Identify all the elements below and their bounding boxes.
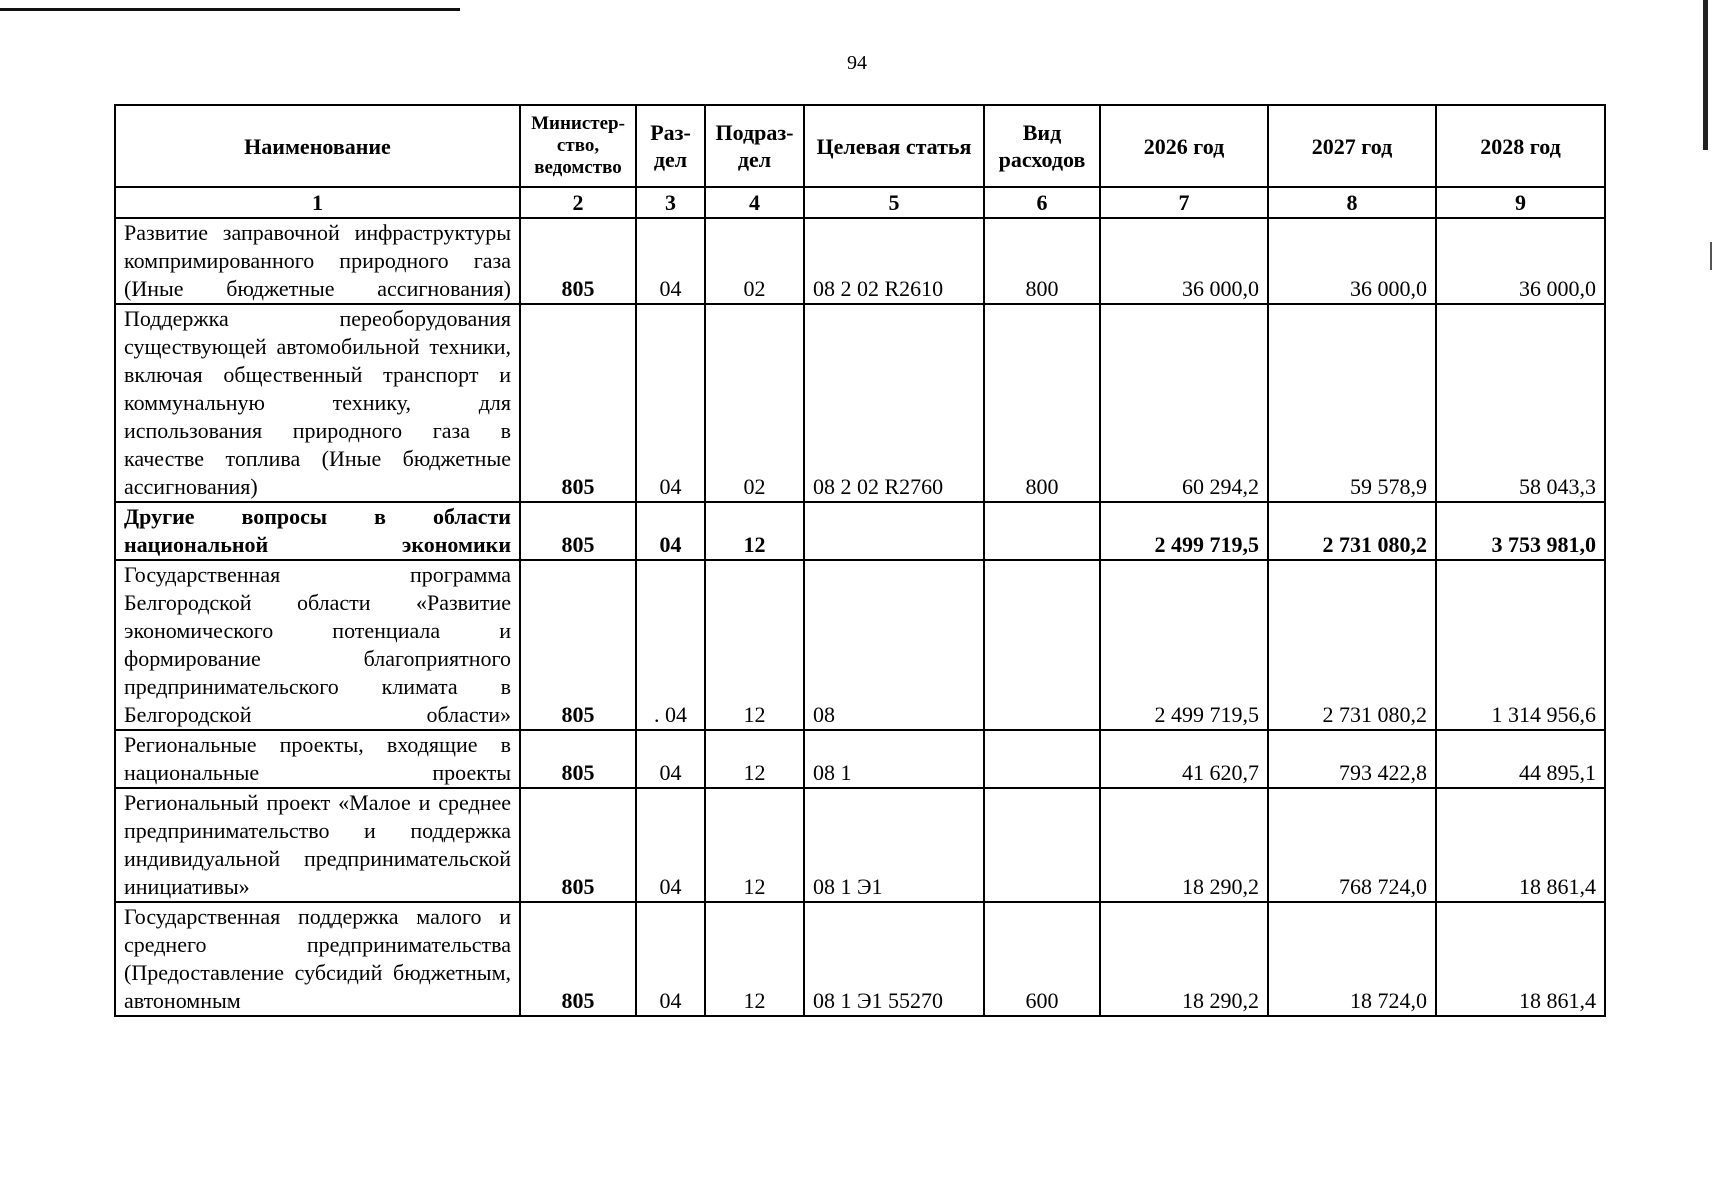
column-number: 1 (115, 187, 520, 218)
row-value-2026: 2 499 719,5 (1100, 560, 1268, 730)
column-number: 2 (520, 187, 636, 218)
header-target-article: Целевая статья (804, 105, 984, 187)
table-row (115, 902, 1605, 1016)
row-value-2028: 1 314 956,6 (1436, 560, 1605, 730)
row-expense-type: 800 (984, 304, 1100, 502)
row-target-article: 08 2 02 R2760 (804, 304, 984, 502)
row-section: . 04 (636, 560, 705, 730)
row-value-2028: 18 861,4 (1436, 902, 1605, 1016)
row-subsection: 12 (705, 788, 804, 902)
row-section: 04 (636, 788, 705, 902)
table-row (115, 560, 1605, 730)
column-number: 3 (636, 187, 705, 218)
header-expense-type: Вид расходов (984, 105, 1100, 187)
row-section: 04 (636, 730, 705, 788)
row-target-article: 08 (804, 560, 984, 730)
row-name: Региональный проект «Малое и среднее предпринимательство и поддержка индивидуальной предпринимательской инициативы» (115, 788, 520, 902)
row-target-article: 08 2 02 R2610 (804, 218, 984, 304)
row-expense-type (984, 560, 1100, 730)
row-section: 04 (636, 218, 705, 304)
row-value-2027: 59 578,9 (1268, 304, 1436, 502)
row-value-2027: 2 731 080,2 (1268, 502, 1436, 560)
scan-artifact-right-tick (1710, 242, 1712, 270)
row-value-2028: 58 043,3 (1436, 304, 1605, 502)
row-ministry: 805 (520, 502, 636, 560)
table-row (115, 788, 1605, 902)
row-value-2026: 41 620,7 (1100, 730, 1268, 788)
row-name: Государственная поддержка малого и среднего предпринимательства (Предоставление субсидий бюджетным, автономным (115, 902, 520, 1016)
table-row (115, 304, 1605, 502)
row-value-2027: 793 422,8 (1268, 730, 1436, 788)
row-value-2026: 36 000,0 (1100, 218, 1268, 304)
page-number: 94 (847, 52, 867, 74)
header-name: Наименование (115, 105, 520, 187)
row-value-2028: 36 000,0 (1436, 218, 1605, 304)
row-expense-type (984, 730, 1100, 788)
row-value-2027: 2 731 080,2 (1268, 560, 1436, 730)
header-section: Раз-дел (636, 105, 705, 187)
row-section: 04 (636, 304, 705, 502)
column-number: 4 (705, 187, 804, 218)
row-value-2028: 3 753 981,0 (1436, 502, 1605, 560)
row-target-article (804, 502, 984, 560)
table-row (115, 218, 1605, 304)
row-ministry: 805 (520, 902, 636, 1016)
row-value-2028: 18 861,4 (1436, 788, 1605, 902)
row-subsection: 12 (705, 502, 804, 560)
row-value-2026: 2 499 719,5 (1100, 502, 1268, 560)
row-section: 04 (636, 902, 705, 1016)
row-ministry: 805 (520, 788, 636, 902)
column-number: 6 (984, 187, 1100, 218)
row-value-2026: 60 294,2 (1100, 304, 1268, 502)
row-target-article: 08 1 (804, 730, 984, 788)
table-row (115, 730, 1605, 788)
table-row-subtotal (115, 502, 1605, 560)
row-subsection: 12 (705, 560, 804, 730)
row-name: Развитие заправочной инфраструктуры компримированного природного газа (Иные бюджетные ассигнования) (115, 218, 520, 304)
column-number: 5 (804, 187, 984, 218)
row-target-article: 08 1 Э1 55270 (804, 902, 984, 1016)
column-number: 7 (1100, 187, 1268, 218)
row-value-2027: 18 724,0 (1268, 902, 1436, 1016)
row-subsection: 12 (705, 902, 804, 1016)
row-target-article: 08 1 Э1 (804, 788, 984, 902)
scan-artifact-right-edge (1703, 0, 1708, 150)
row-value-2027: 36 000,0 (1268, 218, 1436, 304)
row-subsection: 02 (705, 218, 804, 304)
row-subsection: 12 (705, 730, 804, 788)
row-ministry: 805 (520, 730, 636, 788)
row-value-2026: 18 290,2 (1100, 902, 1268, 1016)
row-expense-type (984, 502, 1100, 560)
row-name: Поддержка переоборудования существующей автомобильной техники, включая общественный транспорт и коммунальную технику, для использования природного газа в качестве топлива (Иные бюджетные ассигнования) (115, 304, 520, 502)
budget-table (114, 104, 1606, 1017)
header-ministry: Министер-ство, ведомство (520, 105, 636, 187)
row-name: Региональные проекты, входящие в национальные проекты (115, 730, 520, 788)
header-row (115, 105, 1605, 187)
row-name: Другие вопросы в области национальной экономики (115, 502, 520, 560)
header-year-2027: 2027 год (1268, 105, 1436, 187)
row-ministry: 805 (520, 560, 636, 730)
scan-artifact-top-line (0, 8, 460, 11)
row-value-2026: 18 290,2 (1100, 788, 1268, 902)
row-value-2027: 768 724,0 (1268, 788, 1436, 902)
row-ministry: 805 (520, 304, 636, 502)
row-value-2028: 44 895,1 (1436, 730, 1605, 788)
header-year-2026: 2026 год (1100, 105, 1268, 187)
row-expense-type: 800 (984, 218, 1100, 304)
column-number-row (115, 187, 1605, 218)
row-expense-type (984, 788, 1100, 902)
column-number: 8 (1268, 187, 1436, 218)
header-subsection: Подраз-дел (705, 105, 804, 187)
row-name: Государственная программа Белгородской области «Развитие экономического потенциала и формирование благоприятного предпринимательского климата в Белгородской области» (115, 560, 520, 730)
row-subsection: 02 (705, 304, 804, 502)
row-ministry: 805 (520, 218, 636, 304)
row-section: 04 (636, 502, 705, 560)
header-year-2028: 2028 год (1436, 105, 1605, 187)
column-number: 9 (1436, 187, 1605, 218)
row-expense-type: 600 (984, 902, 1100, 1016)
